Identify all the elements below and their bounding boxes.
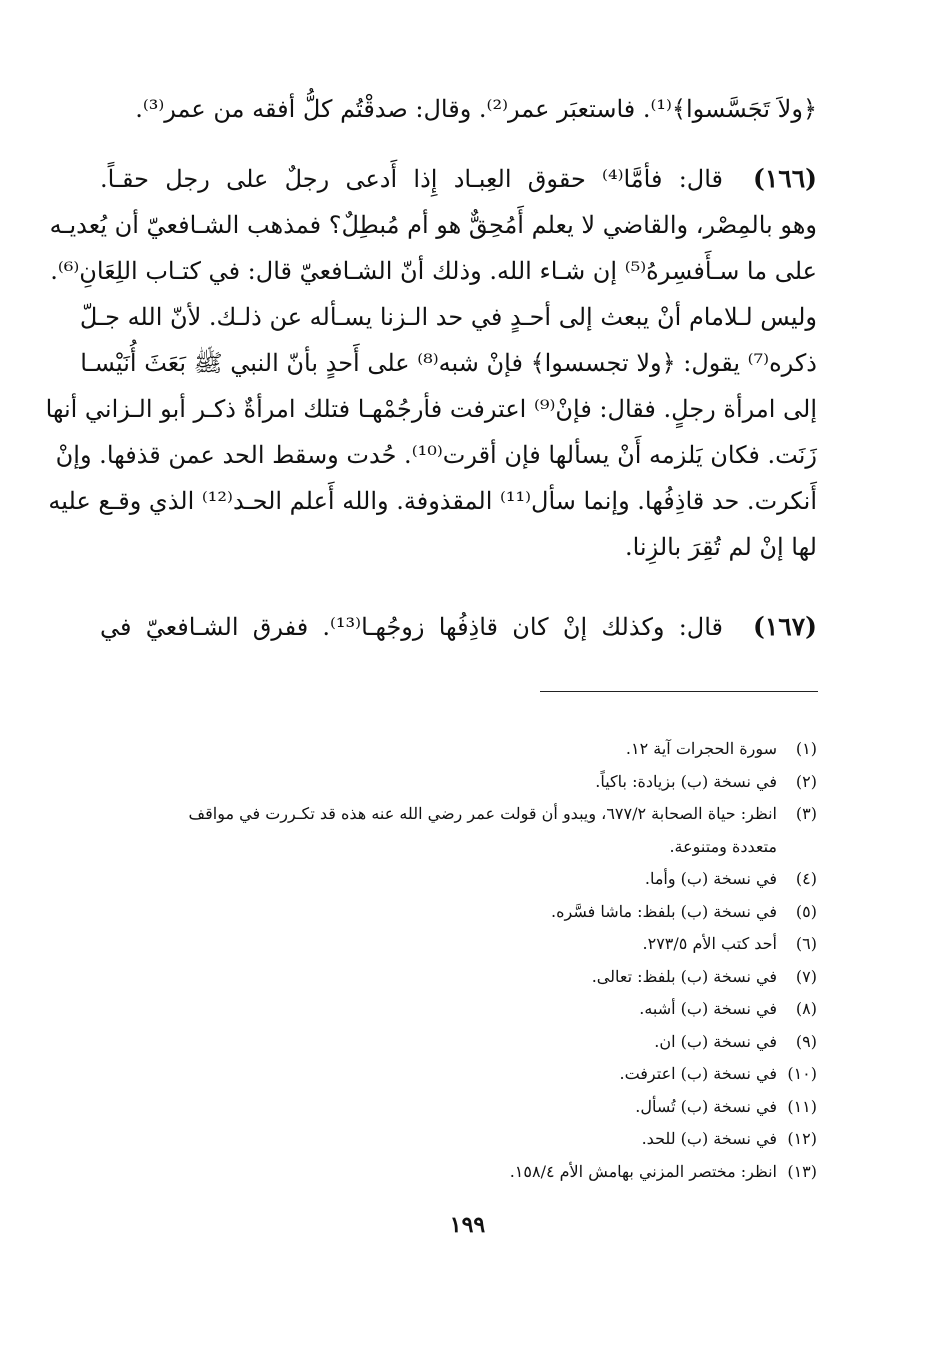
footnote-item [100,766,817,799]
footnote-continuation: متعددة ومتنوعة. [669,836,777,856]
footnote-item [100,1123,817,1156]
footnote-item [100,961,817,994]
footnote-text: أحد كتب الأم ٢٧٣/٥. [642,934,777,953]
paragraph-166-first-line [100,156,817,202]
footnote-number: (٨) [795,999,817,1018]
text-line: قال: وكذلك إنْ كان قاذِفُها زوجُهـا⁽¹³⁾. ففرق الشـافعيّ في [100,613,724,641]
text-line: وليس لـلامام أنْ يبعث إلى أحـدٍ في حد الـزنا يسـأله عن ذلـك. لأنّ الله جـلّ [79,303,817,331]
footnote-item [100,863,817,896]
footnote-item [100,993,817,1026]
footnote-item [100,896,817,929]
paragraph-166 [45,156,817,570]
footnote-text: في نسخة (ب) وأما. [644,869,777,888]
footnote-number: (٦) [795,934,817,953]
text-line: قال: فأمَّا⁽⁴⁾ حقوق العِبـاد إِذا أَدعى رجلٌ على رجل حقـاً. [100,165,723,193]
page-number: ١٩٩ [449,1212,486,1238]
footnote-number: (٣) [795,804,817,823]
footnote-item [100,798,817,831]
footnote-item [100,1156,817,1189]
text-line: ذكره⁽⁷⁾ يقول: ﴿ولا تجسسوا﴾ فإنْ شبه⁽⁸⁾ على أَحدٍ بأنّ النبي ﷺ بَعَثَ أُنَيْسـا [80,349,817,377]
footnote-item [100,1091,817,1124]
footnote-number: (٧) [795,966,817,986]
footnote-number: (١٢) [787,1129,817,1148]
paragraph-number: (١٦٦) [753,164,817,193]
footnote-number: (٤) [795,869,817,888]
footnote-text: انظر: حياة الصحابة ٦٧٧/٢، ويبدو أن قولت عمر رضي الله عنه هذه قد تكـررت في مواقف [188,804,777,823]
footnote-number: (١٠) [787,1064,817,1083]
intro-block [100,86,817,132]
footnote-item [100,733,817,766]
text-line: وهو بالمِصْر، والقاضي لا يعلم أَمُحِقٌّ هو أم مُبطِلٌ؟ فمذهب الشـافعيّ أن يُعديـه [49,211,817,239]
footnote-number: (١) [795,739,817,758]
footnote-text: سورة الحجرات آية ١٢. [625,739,777,758]
footnote-item [100,1026,817,1059]
text-line: لها إنْ لم تُقِرَ بالزِنا. [624,533,817,561]
paragraph-167-first-line [100,604,817,650]
footnote-text: في نسخة (ب) بلفظ: تعالى. [591,966,777,986]
footnote-text: انظر: مختصر المزني بهامش الأم ١٥٨/٤. [509,1161,777,1181]
footnote-text: في نسخة (ب) أشبه. [639,999,777,1018]
footnote-item [100,928,817,961]
text-line: زَنَت. فكان يَلزمه أَنْ يسألها فإن أقرت⁽¹⁰⁾. حُدت وسقط الحد عمن قذفها. وإنْ [55,441,817,469]
footnote-text: في نسخة (ب) للحد. [641,1129,777,1148]
intro-line: ﴿ولاَ تَجَسَّسوا﴾⁽¹⁾. فاستعبَر عمر⁽²⁾. وقال: صدقْتُم كلُّ أفقه من عمر⁽³⁾. [135,95,817,123]
text-line: أَنكرت. حد قاذِفُها. وإنما سأل⁽¹¹⁾ المقذوفة. والله أَعلم الحـد⁽¹²⁾ الذي وقـع عليه [48,487,817,515]
footnote-number: (٥) [795,901,817,921]
footnote-text: في نسخة (ب) تُسأل. [635,1096,777,1116]
footnote-number: (١١) [787,1096,817,1116]
footnote-separator [540,691,818,692]
footnote-number: (٢) [795,771,817,791]
footnote-item [100,1058,817,1091]
paragraph-number: (١٦٧) [753,612,817,641]
footnotes [100,733,817,1188]
text-line: على ما سـأَفسِرهُ⁽⁵⁾ إن شـاء الله. وذلك أنّ الشـافعيّ قال: في كتـاب اللِعَانِ⁽⁶⁾. [50,257,817,285]
footnote-text: في نسخة (ب) بلفظ: ماشا فسَّره. [551,901,777,921]
footnote-text: في نسخة (ب) ان. [654,1031,777,1051]
footnote-number: (١٣) [787,1161,817,1181]
footnote-number: (٩) [795,1031,817,1051]
paragraph-167 [100,604,817,650]
footnote-text: في نسخة (ب) بزيادة: باكياً. [595,771,777,791]
text-line: إلى امرأة رجلٍ. فقال: فإنْ⁽⁹⁾ اعترفت فأرجُمْهـا فتلك امرأةٌ ذكـر أبو الـزاني أنها [45,395,817,423]
footnote-text: في نسخة (ب) اعترفت. [619,1064,777,1083]
